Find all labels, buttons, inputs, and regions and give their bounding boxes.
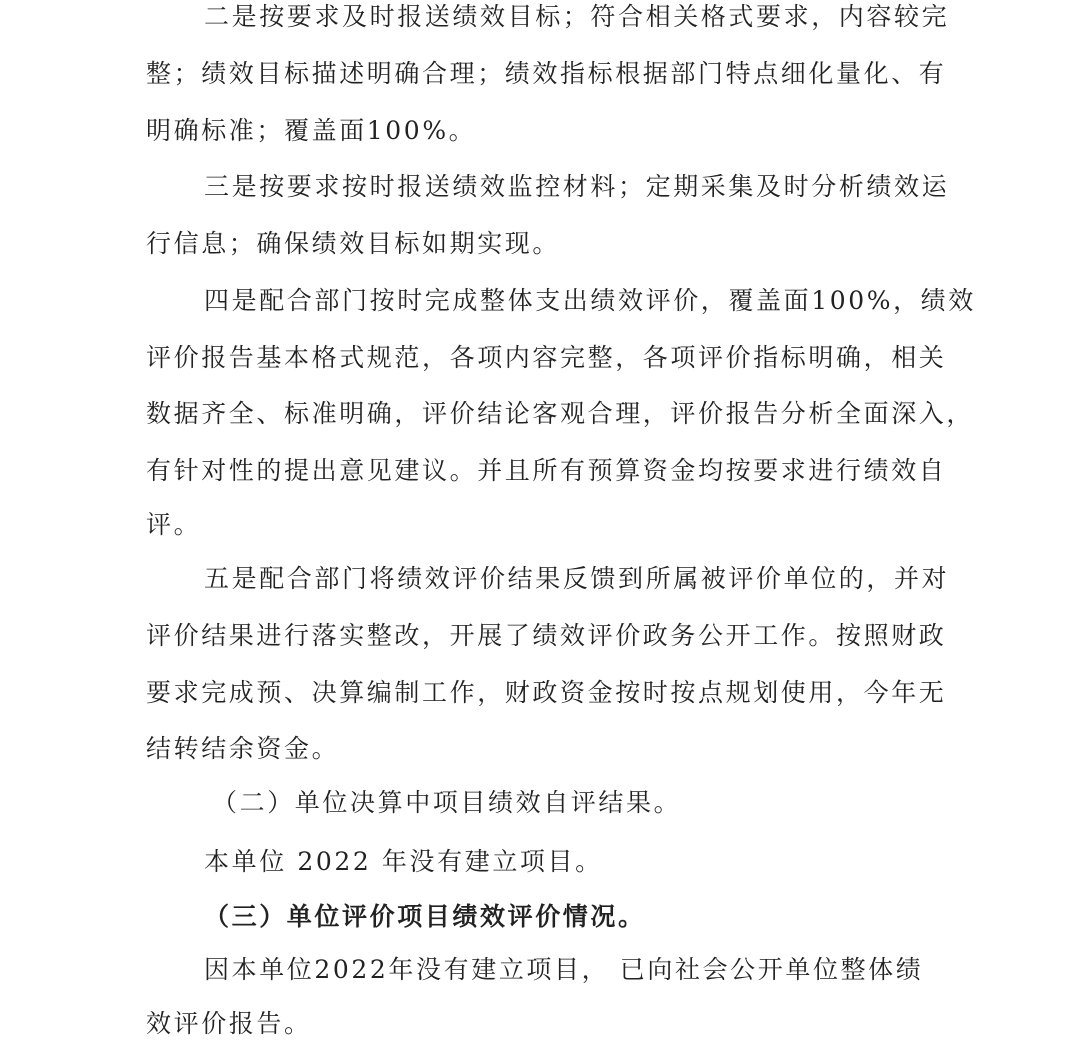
section-heading-3: （三）单位评价项目绩效评价情况。 <box>204 902 646 931</box>
section-2-text: 本单位 2022 年没有建立项目。 <box>204 847 603 876</box>
paragraph-3-line-1: 三是按要求按时报送绩效监控材料；定期采集及时分析绩效运 <box>204 172 950 201</box>
paragraph-4-line-3: 数据齐全、标准明确，评价结论客观合理，评价报告分析全面深入， <box>146 399 975 428</box>
paragraph-5-line-4: 结转结余资金。 <box>146 734 340 763</box>
paragraph-4-line-2: 评价报告基本格式规范，各项内容完整，各项评价指标明确，相关 <box>146 343 947 372</box>
paragraph-3-line-2: 行信息；确保绩效目标如期实现。 <box>146 229 561 258</box>
paragraph-4-line-4: 有针对性的提出意见建议。并且所有预算资金均按要求进行绩效自 <box>146 456 947 485</box>
paragraph-2-line-3: 明确标准；覆盖面100%。 <box>146 116 477 145</box>
section-3-line-1: 因本单位2022年没有建立项目， 已向社会公开单位整体绩 <box>204 955 924 984</box>
section-heading-2: （二）单位决算中项目绩效自评结果。 <box>212 788 682 817</box>
paragraph-5-line-3: 要求完成预、决算编制工作，财政资金按时按点规划使用，今年无 <box>146 678 947 707</box>
section-3-line-2: 效评价报告。 <box>146 1009 312 1038</box>
paragraph-2-line-1: 二是按要求及时报送绩效目标；符合相关格式要求，内容较完 <box>204 2 950 31</box>
paragraph-5-line-2: 评价结果进行落实整改，开展了绩效评价政务公开工作。按照财政 <box>146 621 947 650</box>
paragraph-2-line-2: 整；绩效目标描述明确合理；绩效指标根据部门特点细化量化、有 <box>146 59 947 88</box>
paragraph-5-line-1: 五是配合部门将绩效评价结果反馈到所属被评价单位的，并对 <box>204 564 950 593</box>
paragraph-4-line-1: 四是配合部门按时完成整体支出绩效评价，覆盖面100%，绩效 <box>204 286 976 315</box>
paragraph-4-line-5: 评。 <box>146 510 202 539</box>
